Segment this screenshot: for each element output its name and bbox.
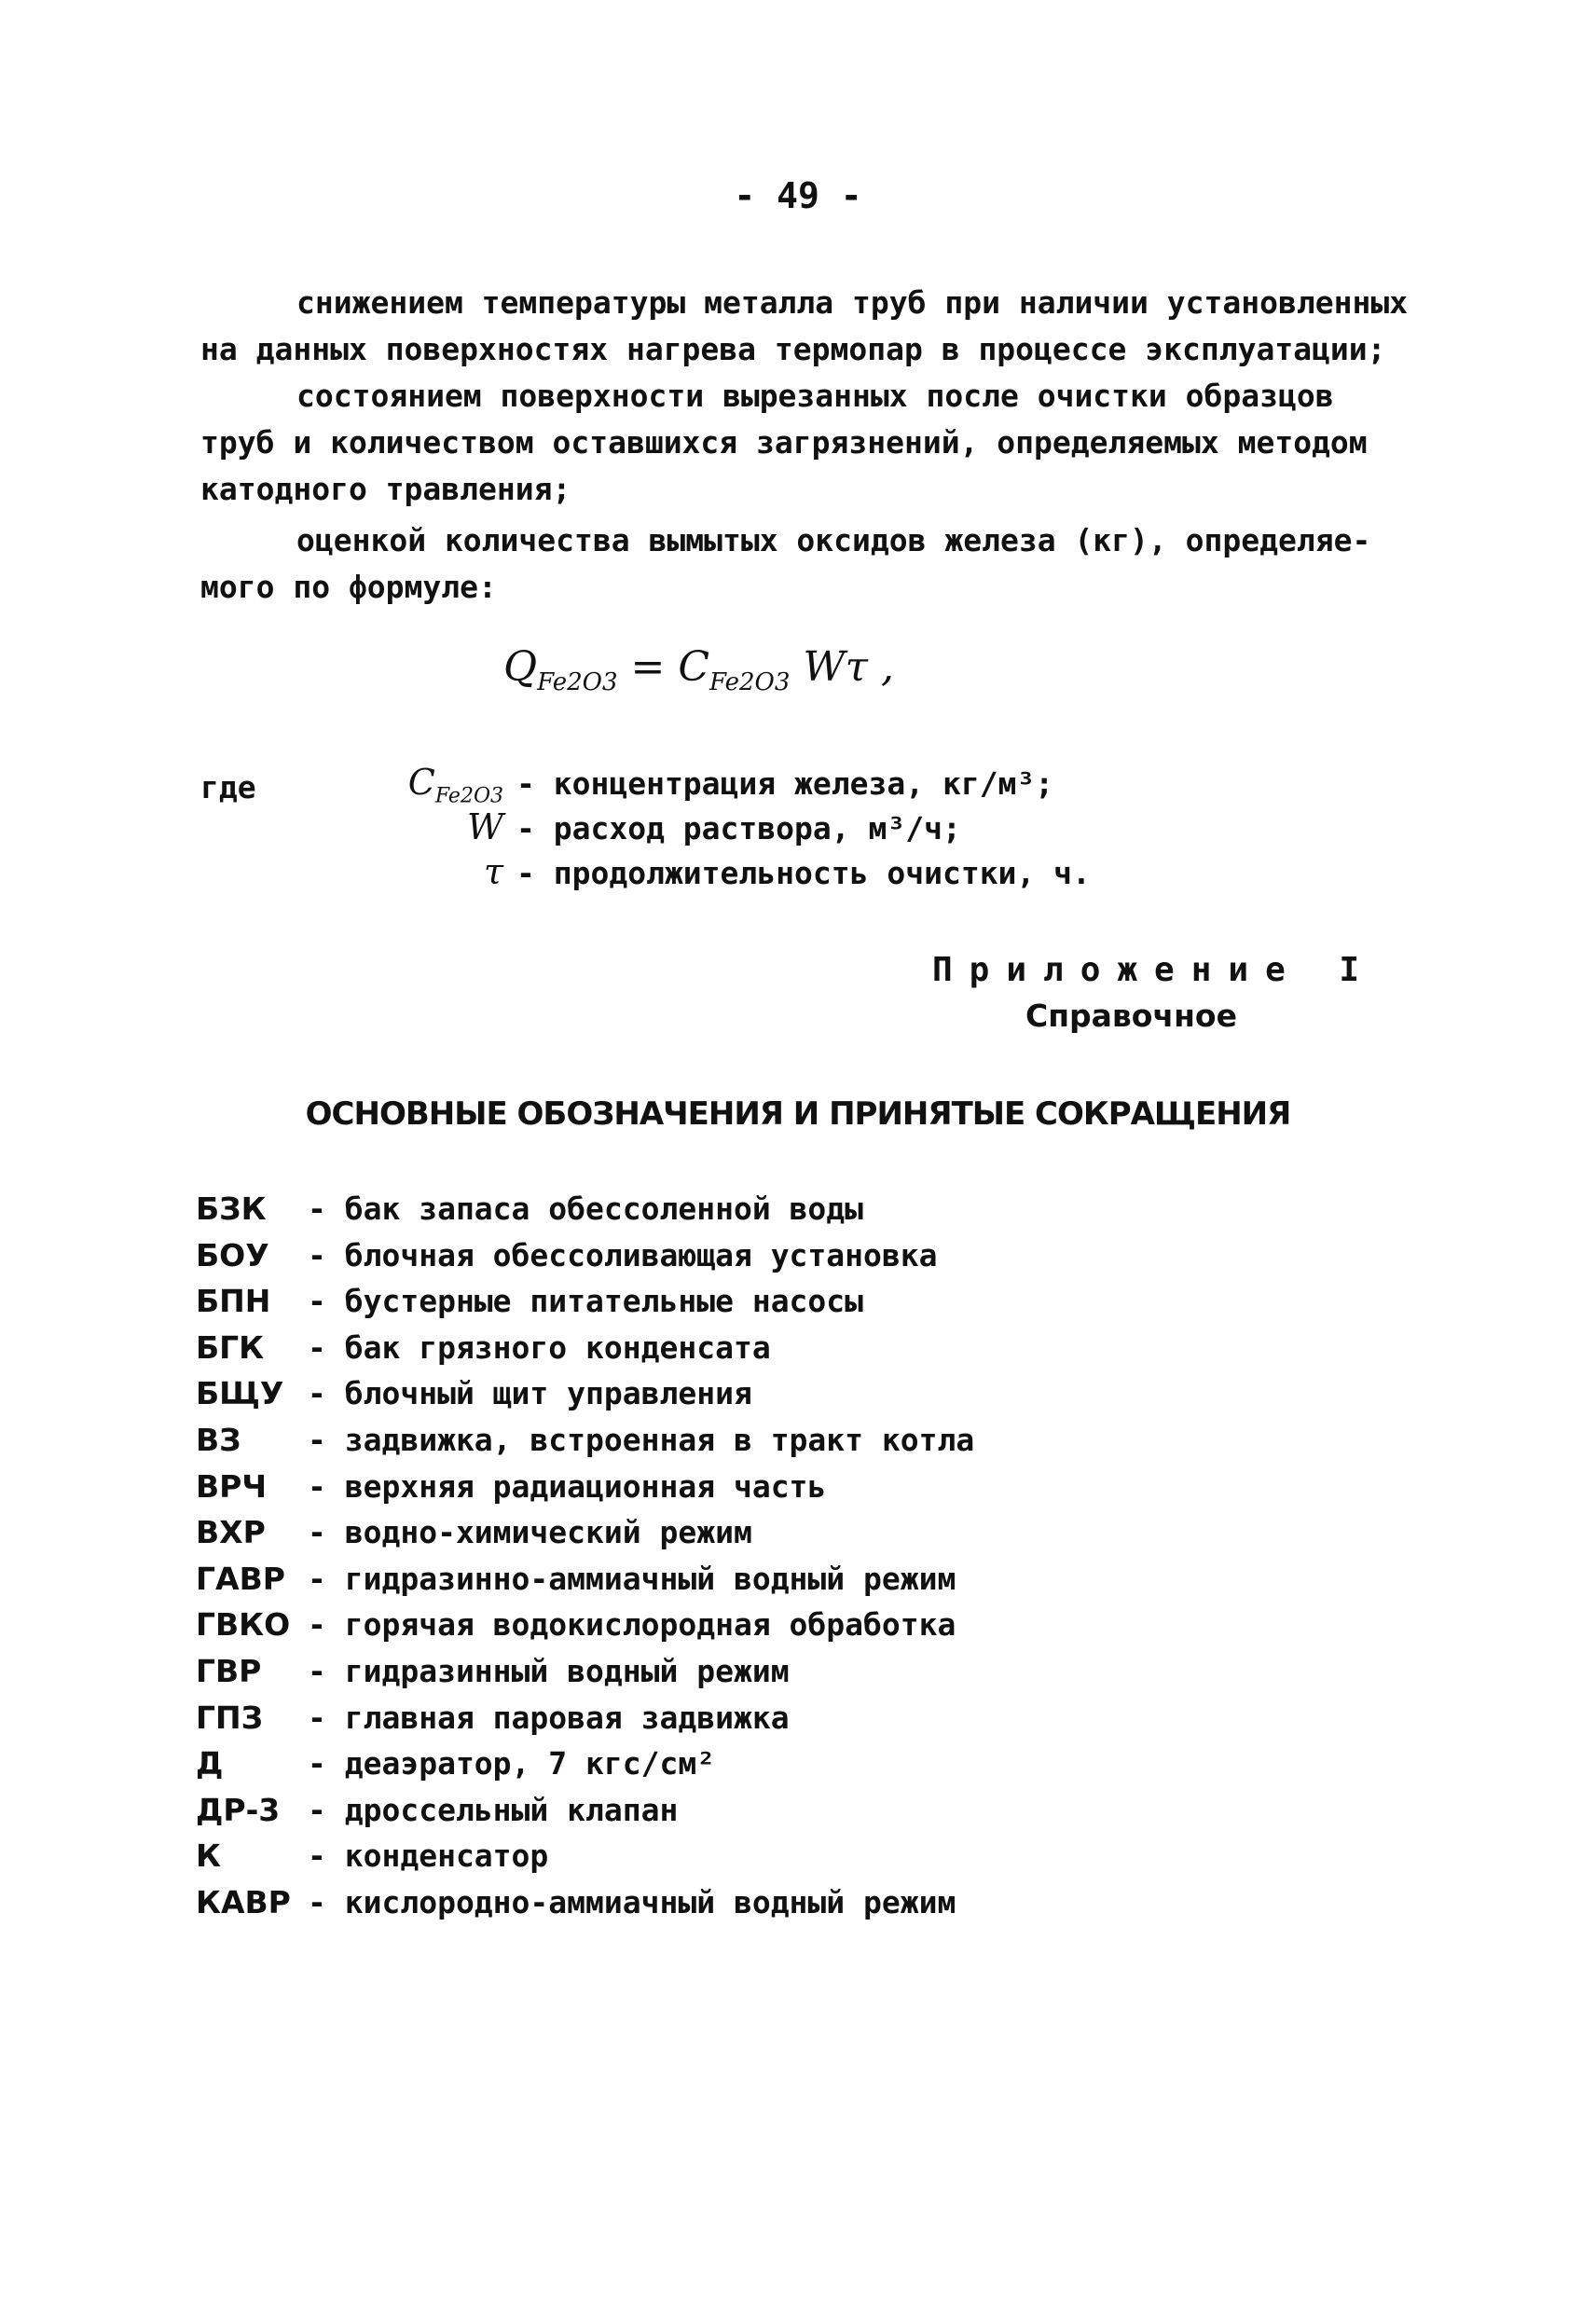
formula-equals: = [617, 643, 679, 691]
abbreviation-row [196, 1833, 974, 1879]
abbreviation-code: ДР-3 [196, 1791, 281, 1828]
paragraph-line: на данных поверхностях нагрева термопар в процессе эксплуатации; [200, 331, 1386, 367]
paragraph-line: труб и количеством оставшихся загрязнений, определяемых методом [200, 424, 1368, 461]
definition-text: - концентрация железа, кг/м³; [516, 765, 1054, 802]
definition-row [336, 805, 1081, 849]
definition-text: - расход раствора, м³/ч; [516, 810, 961, 846]
formula-rhs: C [678, 643, 709, 691]
formula-rhs-tail: Wτ , [790, 643, 894, 691]
abbreviation-code: ВХР [196, 1514, 266, 1551]
abbreviation-code: КАВР [196, 1883, 291, 1920]
paragraph-line: состоянием поверхности вырезанных после очистки образцов [296, 378, 1334, 414]
formula-lhs-subscript: Fe2O3 [537, 667, 618, 696]
abbreviation-text: - блочная обессоливающая установка [308, 1236, 938, 1273]
abbreviation-text: - гидразинно-аммиачный водный режим [308, 1560, 956, 1597]
definition-row [336, 849, 1091, 894]
formula-rhs-subscript: Fe2O3 [709, 667, 791, 696]
abbreviation-text: - главная паровая задвижка [308, 1699, 790, 1736]
abbreviation-text: - бак запаса обессоленной воды [308, 1190, 864, 1227]
abbreviation-code: БЩУ [196, 1375, 284, 1412]
iron-oxide-formula [503, 643, 894, 696]
abbreviation-row [196, 1879, 974, 1926]
abbreviation-code: ГВКО [196, 1606, 291, 1644]
where-label: где [200, 769, 256, 805]
formula-definitions [336, 760, 1091, 894]
abbreviation-code: БОУ [196, 1236, 269, 1273]
abbreviation-code: БГК [196, 1328, 265, 1366]
abbreviation-text: - задвижка, встроенная в тракт котла [308, 1421, 975, 1458]
abbreviation-code: ГВР [196, 1652, 262, 1689]
definition-row [336, 760, 1081, 808]
abbreviation-code: К [196, 1837, 221, 1875]
paragraph-line: катодного травления; [200, 471, 571, 507]
abbreviation-row [196, 1602, 974, 1648]
abbreviation-code: ВРЧ [196, 1467, 268, 1505]
appendix-title: Приложение I [932, 951, 1377, 989]
abbreviation-row [196, 1417, 974, 1464]
definition-symbol: τ [483, 851, 503, 892]
definition-text: - продолжительность очистки, ч. [516, 855, 1091, 891]
abbreviation-text: - конденсатор [308, 1837, 549, 1875]
appendix-subtitle: Справочное [1025, 998, 1237, 1034]
paragraph-line: оценкой количества вымытых оксидов железа (кг), определяе- [296, 522, 1371, 558]
paragraph-line: снижением температуры металла труб при наличии установленных [296, 284, 1409, 321]
abbreviation-row [196, 1741, 974, 1787]
page-number: - 49 - [734, 175, 862, 216]
abbreviation-text: - бустерные питательные насосы [308, 1283, 864, 1320]
abbreviation-row [196, 1186, 974, 1232]
definition-symbol: C [407, 762, 435, 803]
definition-symbol: W [466, 806, 503, 847]
abbreviation-code: БПН [196, 1283, 271, 1320]
abbreviation-row [196, 1695, 974, 1741]
formula-lhs: Q [503, 643, 538, 691]
abbreviation-text: - гидразинный водный режим [308, 1652, 790, 1689]
abbreviation-text: - горячая водокислородная обработка [308, 1606, 956, 1644]
abbreviation-row [196, 1464, 974, 1510]
abbreviation-code: ГПЗ [196, 1699, 264, 1736]
abbreviation-row [196, 1509, 974, 1556]
definition-symbol-subscript: Fe2O3 [434, 784, 503, 808]
abbreviation-row [196, 1325, 974, 1371]
abbreviation-code: ГАВР [196, 1560, 285, 1597]
abbreviation-code: БЗК [196, 1190, 267, 1227]
abbreviation-list [196, 1186, 974, 1926]
abbreviation-row [196, 1370, 974, 1417]
abbreviation-row [196, 1648, 974, 1695]
abbreviation-code: ВЗ [196, 1421, 241, 1458]
abbreviation-row [196, 1278, 974, 1325]
abbreviation-text: - бак грязного конденсата [308, 1328, 771, 1366]
abbreviation-text: - водно-химический режим [308, 1514, 752, 1551]
abbreviation-row [196, 1556, 974, 1603]
abbreviation-row [196, 1232, 974, 1279]
abbreviation-text: - верхняя радиационная часть [308, 1467, 827, 1505]
abbreviation-text: - деаэратор, 7 кгс/см² [308, 1745, 716, 1782]
section-title: ОСНОВНЫЕ ОБОЗНАЧЕНИЯ И ПРИНЯТЫЕ СОКРАЩЕНИЯ [305, 1095, 1291, 1133]
paragraph-line: мого по формуле: [200, 569, 497, 605]
abbreviation-row [196, 1787, 974, 1834]
abbreviation-text: - кислородно-аммиачный водный режим [308, 1883, 956, 1920]
abbreviation-code: Д [196, 1745, 224, 1782]
abbreviation-text: - дроссельный клапан [308, 1791, 679, 1828]
abbreviation-text: - блочный щит управления [308, 1375, 752, 1412]
